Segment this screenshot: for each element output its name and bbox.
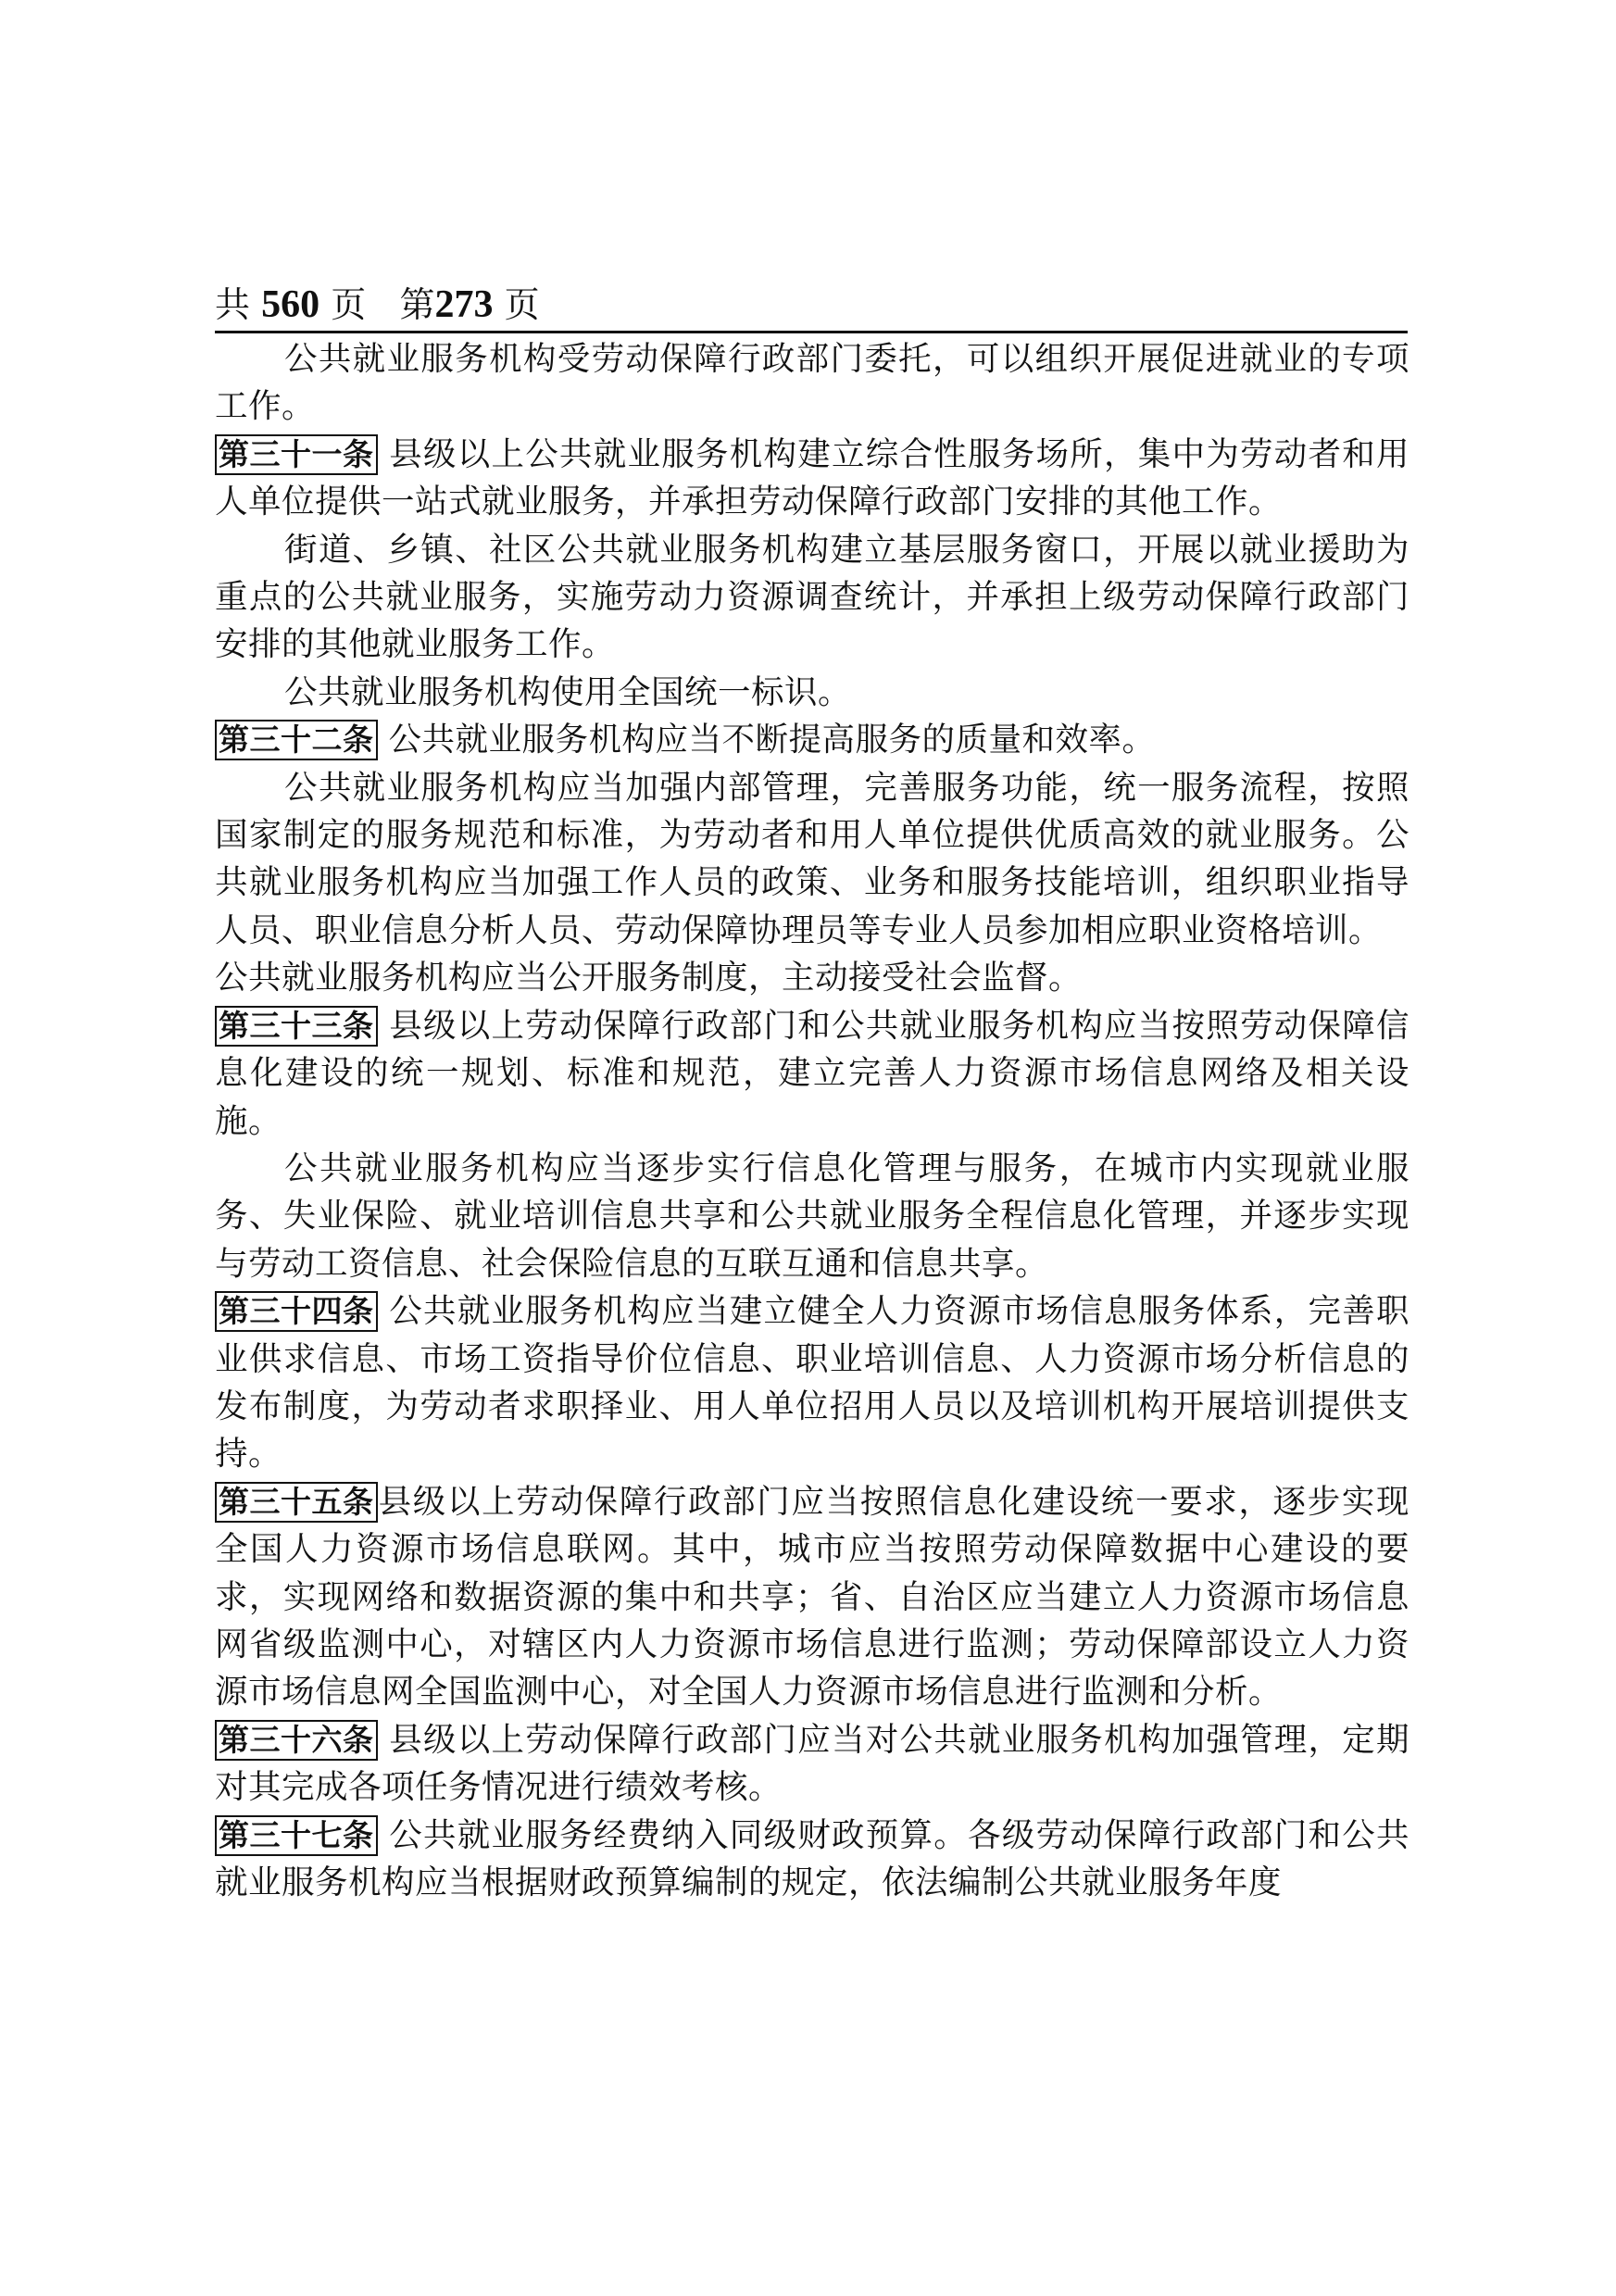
article-paragraph bbox=[215, 1716, 1409, 1812]
paragraph bbox=[215, 669, 1409, 716]
article-paragraph bbox=[215, 1287, 1409, 1478]
article-number: 第三十一条 bbox=[215, 434, 378, 475]
article-number: 第三十三条 bbox=[215, 1006, 378, 1047]
article-paragraph bbox=[215, 1812, 1409, 1907]
article-number: 第三十七条 bbox=[215, 1815, 378, 1856]
paragraph-text: 公共就业服务机构应当公开服务制度，主动接受社会监督。 bbox=[215, 959, 1083, 997]
article-paragraph bbox=[215, 1002, 1409, 1145]
article-text: 县级以上劳动保障行政部门应当按照信息化建设统一要求，逐步实现全国人力资源市场信息联网。其中，城市应当按照劳动保障数据中心建设的要求，实现网络和数据资源的集中和共享；省、自治区应当建立人力资源市场信息网省级监测中心，对辖区内人力资源市场信息进行监测；劳动保障部设立人力资源市场信息网全国监测中心，对全国人力资源市场信息进行监测和分析。 bbox=[215, 1482, 1409, 1712]
article-number: 第三十六条 bbox=[215, 1720, 378, 1761]
page-header bbox=[215, 282, 1408, 327]
paragraph-text: 街道、乡镇、社区公共就业服务机构建立基层服务窗口，开展以就业援助为重点的公共就业服务，实施劳动力资源调查统计，并承担上级劳动保障行政部门安排的其他就业服务工作。 bbox=[215, 530, 1409, 664]
article-text: 县级以上公共就业服务机构建立综合性服务场所，集中为劳动者和用人单位提供一站式就业服务，并承担劳动保障行政部门安排的其他工作。 bbox=[215, 434, 1409, 521]
article-text: 县级以上劳动保障行政部门应当对公共就业服务机构加强管理，定期对其完成各项任务情况进行绩效考核。 bbox=[215, 1720, 1409, 1807]
paragraph bbox=[215, 1145, 1409, 1287]
article-text: 公共就业服务机构应当不断提高服务的质量和效率。 bbox=[388, 721, 1156, 759]
article-paragraph bbox=[215, 716, 1409, 763]
current-suffix: 页 bbox=[504, 284, 540, 325]
total-pages: 560 bbox=[261, 283, 320, 326]
paragraph bbox=[215, 764, 1409, 955]
paragraph-text: 公共就业服务机构应当加强内部管理，完善服务功能，统一服务流程，按照国家制定的服务规范和标准，为劳动者和用人单位提供优质高效的就业服务。公共就业服务机构应当加强工作人员的政策、业务和服务技能培训，组织职业指导人员、职业信息分析人员、劳动保障协理员等专业人员参加相应职业资格培训。 bbox=[215, 768, 1409, 949]
article-number: 第三十四条 bbox=[215, 1291, 378, 1332]
article-number: 第三十五条 bbox=[215, 1482, 378, 1523]
paragraph-text: 公共就业服务机构应当逐步实行信息化管理与服务，在城市内实现就业服务、失业保险、就业培训信息共享和公共就业服务全程信息化管理，并逐步实现与劳动工资信息、社会保险信息的互联互通和信息共享。 bbox=[215, 1148, 1409, 1283]
article-text: 县级以上劳动保障行政部门和公共就业服务机构应当按照劳动保障信息化建设的统一规划、标准和规范，建立完善人力资源市场信息网络及相关设施。 bbox=[215, 1006, 1409, 1140]
paragraph-text: 公共就业服务机构受劳动保障行政部门委托，可以组织开展促进就业的专项工作。 bbox=[215, 340, 1409, 426]
article-paragraph bbox=[215, 1478, 1409, 1716]
paragraph bbox=[215, 954, 1409, 1001]
total-suffix: 页 bbox=[331, 284, 367, 325]
paragraph-text: 公共就业服务机构使用全国统一标识。 bbox=[284, 672, 852, 711]
current-page: 273 bbox=[434, 283, 494, 326]
article-paragraph bbox=[215, 431, 1409, 526]
paragraph bbox=[215, 335, 1409, 431]
article-text: 公共就业服务机构应当建立健全人力资源市场信息服务体系，完善职业供求信息、市场工资指导价位信息、职业培训信息、人力资源市场分析信息的发布制度，为劳动者求职择业、用人单位招用人员以及培训机构开展培训提供支持。 bbox=[215, 1292, 1409, 1474]
article-text: 公共就业服务经费纳入同级财政预算。各级劳动保障行政部门和公共就业服务机构应当根据财政预算编制的规定，依法编制公共就业服务年度 bbox=[215, 1815, 1409, 1901]
article-number: 第三十二条 bbox=[215, 720, 378, 760]
current-prefix: 第 bbox=[399, 284, 435, 325]
paragraph bbox=[215, 526, 1409, 669]
document-body bbox=[215, 335, 1409, 1906]
total-prefix: 共 bbox=[215, 284, 251, 325]
header-rule bbox=[215, 331, 1408, 333]
